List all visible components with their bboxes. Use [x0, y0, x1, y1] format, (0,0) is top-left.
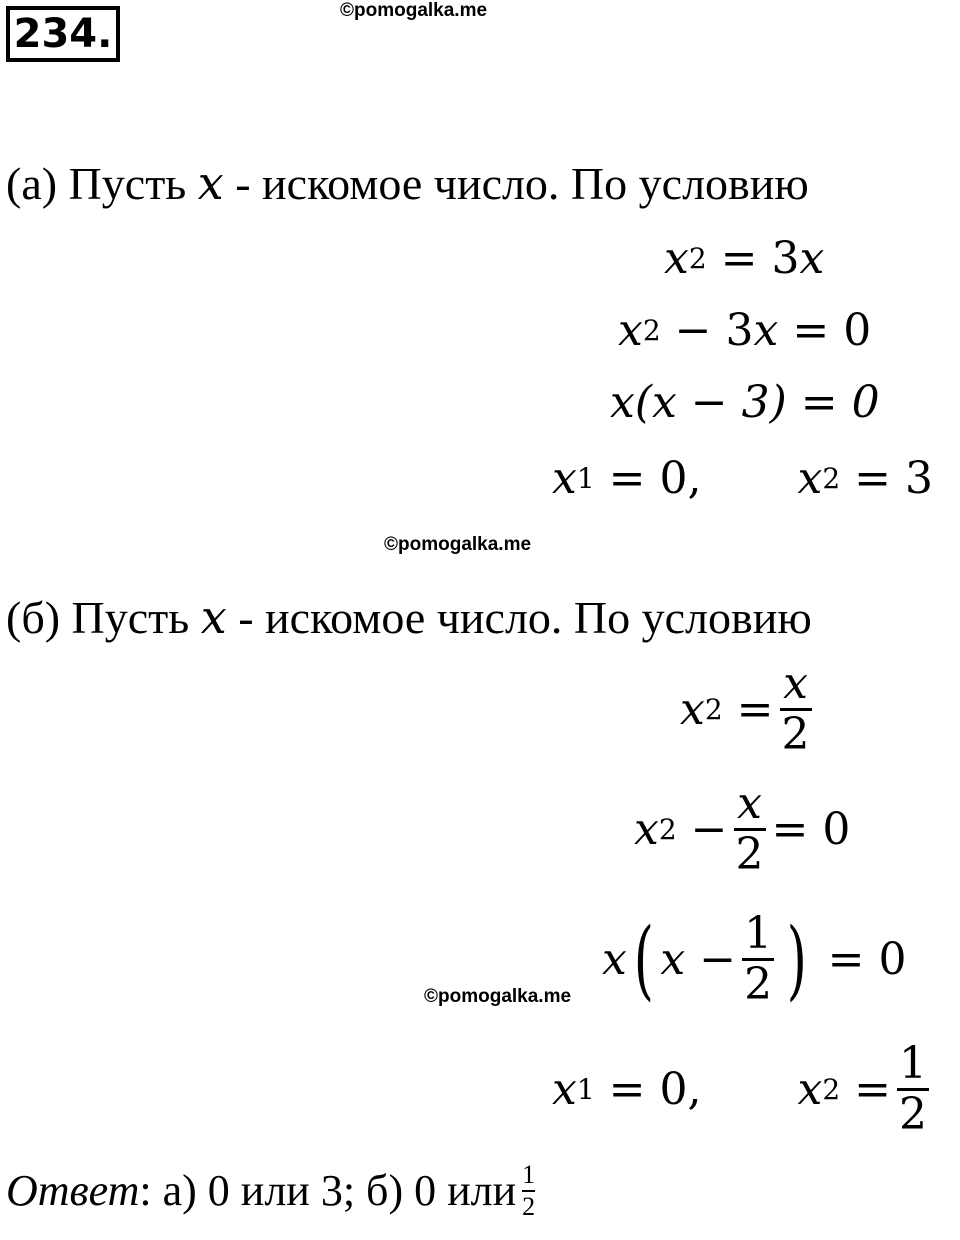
part-a-equation-3: x(x − 3) = 0 [610, 376, 880, 428]
part-a-equation-1: x 2 = 3 x [664, 232, 825, 284]
part-b-equation-2: x 2 − $\frac{x}{2}$ = 0 [634, 778, 851, 880]
part-a-equation-2: x 2 − 3 x = 0 [618, 304, 872, 356]
part-b-equation-3: x ( x − $\frac{1}{2}$ ) = 0 [602, 908, 907, 1010]
answer-fraction: $\frac{1}{2}$ [522, 1160, 536, 1221]
answer-label: Ответ [6, 1166, 140, 1215]
part-a-roots: x 1 = 0, x 2 = 3 [552, 452, 934, 504]
answer-text: : а) 0 или 3; б) 0 или [139, 1166, 517, 1215]
watermark-low: ©pomogalka.me [424, 986, 572, 1007]
watermark-middle: ©pomogalka.me [384, 534, 532, 555]
part-b-equation-1: x 2 = $\frac{x}{2}$ [680, 658, 810, 760]
part-b-intro: (б) Пусть x - искомое число. По условию [6, 590, 812, 644]
problem-number: 234. [6, 6, 120, 62]
watermark-top: ©pomogalka.me [340, 0, 488, 21]
answer-line [6, 1160, 535, 1222]
part-a-intro: (а) Пусть x - искомое число. По условию [6, 156, 809, 210]
part-b-roots: x 1 = 0, x 2 = $\frac{1}{2}$ [552, 1038, 928, 1140]
